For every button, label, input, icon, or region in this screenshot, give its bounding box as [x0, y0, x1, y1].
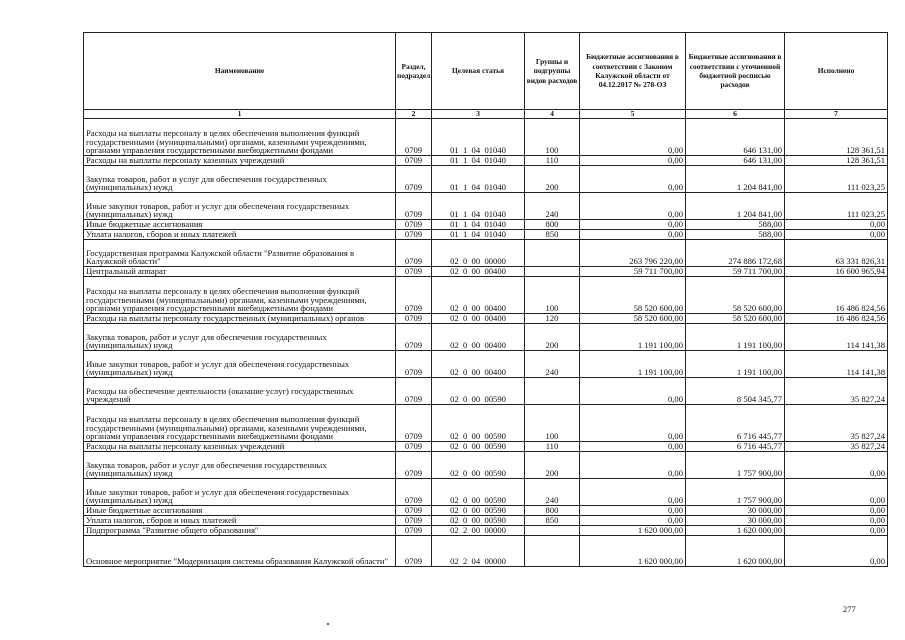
row-name-cell: Расходы на выплаты персоналу в целях обеспечения выполнения функций государственными (муниципальными) органами, казенными учреждениями, органами управления государственными внебюджетными фондами — [84, 405, 396, 442]
row-refined-cell: 1 757 900,00 — [686, 452, 785, 479]
row-target-cell: 01 1 04 01040 — [432, 166, 525, 193]
row-section-cell: 0709 — [396, 240, 432, 267]
row-name-cell: Иные бюджетные ассигнования — [84, 506, 396, 516]
row-section-cell: 0709 — [396, 267, 432, 277]
row-refined-cell: 8 504 345,77 — [686, 378, 785, 405]
row-law-cell: 0,00 — [580, 378, 686, 405]
row-law-cell: 0,00 — [580, 479, 686, 506]
row-law-cell: 0,00 — [580, 452, 686, 479]
row-group-cell — [525, 240, 580, 267]
row-target-cell: 02 0 00 00400 — [432, 277, 525, 314]
page-number: 277 — [843, 604, 856, 614]
row-section-cell: 0709 — [396, 536, 432, 567]
row-section-cell: 0709 — [396, 351, 432, 378]
row-refined-cell: 30 000,00 — [686, 506, 785, 516]
column-number: 6 — [686, 110, 785, 119]
header-section: Раздел, подраздел — [396, 33, 432, 110]
row-executed-cell: 16 600 965,94 — [785, 267, 888, 277]
header-group: Группы и подгруппы видов расходов — [525, 33, 580, 110]
row-target-cell: 02 2 00 00000 — [432, 526, 525, 536]
row-executed-cell: 128 361,51 — [785, 156, 888, 166]
row-name-cell: Иные бюджетные ассигнования — [84, 220, 396, 230]
column-number-row — [84, 110, 888, 119]
table-row — [84, 324, 888, 351]
row-refined-cell: 1 620 000,00 — [686, 526, 785, 536]
row-group-cell: 200 — [525, 324, 580, 351]
row-executed-cell: 0,00 — [785, 220, 888, 230]
row-executed-cell: 16 486 824,56 — [785, 314, 888, 324]
row-law-cell: 1 620 000,00 — [580, 536, 686, 567]
table-row — [84, 156, 888, 166]
row-target-cell: 01 1 04 01040 — [432, 220, 525, 230]
row-name-cell: Расходы на выплаты персоналу в целях обеспечения выполнения функций государственными (муниципальными) органами, казенными учреждениями, органами управления государственными внебюджетными фондами — [84, 277, 396, 314]
row-executed-cell: 0,00 — [785, 526, 888, 536]
row-target-cell: 02 0 00 00590 — [432, 516, 525, 526]
row-target-cell: 02 0 00 00590 — [432, 506, 525, 516]
table-row — [84, 479, 888, 506]
row-name-cell: Расходы на выплаты персоналу казенных учреждений — [84, 442, 396, 452]
row-refined-cell: 58 520 600,00 — [686, 314, 785, 324]
row-section-cell: 0709 — [396, 378, 432, 405]
table-row — [84, 119, 888, 156]
row-section-cell: 0709 — [396, 119, 432, 156]
row-refined-cell: 1 620 000,00 — [686, 536, 785, 567]
row-section-cell: 0709 — [396, 442, 432, 452]
column-number: 7 — [785, 110, 888, 119]
row-target-cell: 02 0 00 00400 — [432, 314, 525, 324]
row-group-cell: 200 — [525, 166, 580, 193]
row-target-cell: 02 0 00 00400 — [432, 267, 525, 277]
row-law-cell: 0,00 — [580, 405, 686, 442]
column-number: 1 — [84, 110, 396, 119]
row-law-cell: 0,00 — [580, 166, 686, 193]
row-law-cell: 59 711 700,00 — [580, 267, 686, 277]
row-group-cell: 850 — [525, 516, 580, 526]
column-number: 2 — [396, 110, 432, 119]
row-group-cell: 240 — [525, 193, 580, 220]
row-group-cell: 120 — [525, 314, 580, 324]
row-section-cell: 0709 — [396, 479, 432, 506]
row-executed-cell: 0,00 — [785, 452, 888, 479]
row-refined-cell: 1 757 900,00 — [686, 479, 785, 506]
row-name-cell: Государственная программа Калужской области "Развитие образования в Калужской области" — [84, 240, 396, 267]
row-target-cell: 02 0 00 00590 — [432, 405, 525, 442]
row-refined-cell: 588,00 — [686, 220, 785, 230]
row-section-cell: 0709 — [396, 166, 432, 193]
row-section-cell: 0709 — [396, 452, 432, 479]
row-executed-cell: 35 827,24 — [785, 442, 888, 452]
row-executed-cell: 0,00 — [785, 506, 888, 516]
row-section-cell: 0709 — [396, 405, 432, 442]
table-row — [84, 526, 888, 536]
row-target-cell: 01 1 04 01040 — [432, 230, 525, 240]
header-executed: Исполнено — [785, 33, 888, 110]
header-refined: Бюджетные ассигнования в соответствии с уточненной бюджетной росписью расходов — [686, 33, 785, 110]
row-name-cell: Расходы на выплаты персоналу в целях обеспечения выполнения функций государственными (муниципальными) органами, казенными учреждениями, органами управления государственными внебюджетными фондами — [84, 119, 396, 156]
row-law-cell: 0,00 — [580, 506, 686, 516]
row-group-cell — [525, 267, 580, 277]
row-law-cell: 0,00 — [580, 220, 686, 230]
table-row — [84, 351, 888, 378]
row-name-cell: Расходы на выплаты персоналу государственных (муниципальных) органов — [84, 314, 396, 324]
row-section-cell: 0709 — [396, 220, 432, 230]
row-group-cell — [525, 378, 580, 405]
row-law-cell: 1 191 100,00 — [580, 351, 686, 378]
table-row — [84, 193, 888, 220]
column-number: 5 — [580, 110, 686, 119]
row-name-cell: Расходы на обеспечение деятельности (оказание услуг) государственных учреждений — [84, 378, 396, 405]
row-target-cell: 02 0 00 00400 — [432, 351, 525, 378]
table-row — [84, 536, 888, 567]
row-refined-cell: 646 131,00 — [686, 156, 785, 166]
row-executed-cell: 114 141,38 — [785, 351, 888, 378]
row-name-cell: Закупка товаров, работ и услуг для обеспечения государственных (муниципальных) нужд — [84, 166, 396, 193]
table-row — [84, 267, 888, 277]
row-group-cell: 110 — [525, 156, 580, 166]
row-target-cell: 01 1 04 01040 — [432, 119, 525, 156]
row-target-cell: 02 2 04 00000 — [432, 536, 525, 567]
table-row — [84, 230, 888, 240]
row-group-cell — [525, 526, 580, 536]
table-row — [84, 314, 888, 324]
row-name-cell: Закупка товаров, работ и услуг для обеспечения государственных (муниципальных) нужд — [84, 452, 396, 479]
column-number: 3 — [432, 110, 525, 119]
row-target-cell: 02 0 00 00000 — [432, 240, 525, 267]
row-name-cell: Иные закупки товаров, работ и услуг для обеспечения государственных (муниципальных) нужд — [84, 193, 396, 220]
row-refined-cell: 58 520 600,00 — [686, 277, 785, 314]
row-target-cell: 02 0 00 00400 — [432, 324, 525, 351]
row-law-cell: 263 796 220,00 — [580, 240, 686, 267]
row-group-cell: 100 — [525, 405, 580, 442]
row-executed-cell: 114 141,38 — [785, 324, 888, 351]
row-name-cell: Подпрограмма "Развитие общего образования" — [84, 526, 396, 536]
row-group-cell: 850 — [525, 230, 580, 240]
row-refined-cell: 1 204 841,00 — [686, 193, 785, 220]
row-section-cell: 0709 — [396, 526, 432, 536]
row-executed-cell: 0,00 — [785, 536, 888, 567]
row-refined-cell: 274 886 172,68 — [686, 240, 785, 267]
row-name-cell: Центральный аппарат — [84, 267, 396, 277]
row-executed-cell: 35 827,24 — [785, 405, 888, 442]
row-refined-cell: 59 711 700,00 — [686, 267, 785, 277]
header-target: Целевая статья — [432, 33, 525, 110]
row-name-cell: Расходы на выплаты персоналу казенных учреждений — [84, 156, 396, 166]
table-row — [84, 442, 888, 452]
table-row — [84, 220, 888, 230]
row-section-cell: 0709 — [396, 156, 432, 166]
row-group-cell: 200 — [525, 452, 580, 479]
row-law-cell: 1 191 100,00 — [580, 324, 686, 351]
row-name-cell: Иные закупки товаров, работ и услуг для обеспечения государственных (муниципальных) нужд — [84, 479, 396, 506]
row-refined-cell: 6 716 445,77 — [686, 442, 785, 452]
table-row — [84, 516, 888, 526]
row-law-cell: 0,00 — [580, 442, 686, 452]
row-section-cell: 0709 — [396, 314, 432, 324]
row-name-cell: Уплата налогов, сборов и иных платежей — [84, 516, 396, 526]
header-law: Бюджетные ассигнования в соответствии с Законом Калужской области от 04.12.2017 № 278-ОЗ — [580, 33, 686, 110]
budget-table — [83, 32, 888, 567]
row-group-cell: 100 — [525, 277, 580, 314]
row-group-cell: 800 — [525, 220, 580, 230]
row-executed-cell: 16 486 824,56 — [785, 277, 888, 314]
scan-artifact — [327, 623, 329, 625]
row-group-cell — [525, 536, 580, 567]
row-law-cell: 0,00 — [580, 119, 686, 156]
row-refined-cell: 646 131,00 — [686, 119, 785, 156]
row-law-cell: 0,00 — [580, 193, 686, 220]
row-executed-cell: 0,00 — [785, 230, 888, 240]
header-name: Наименование — [84, 33, 396, 110]
row-executed-cell: 111 023,25 — [785, 193, 888, 220]
row-group-cell: 240 — [525, 479, 580, 506]
row-name-cell: Уплата налогов, сборов и иных платежей — [84, 230, 396, 240]
row-section-cell: 0709 — [396, 516, 432, 526]
row-name-cell: Основное мероприятие "Модернизация системы образования Калужской области" — [84, 536, 396, 567]
row-name-cell: Иные закупки товаров, работ и услуг для обеспечения государственных (муниципальных) нужд — [84, 351, 396, 378]
row-target-cell: 01 1 04 01040 — [432, 156, 525, 166]
row-group-cell: 100 — [525, 119, 580, 156]
row-target-cell: 02 0 00 00590 — [432, 452, 525, 479]
row-executed-cell: 128 361,51 — [785, 119, 888, 156]
row-target-cell: 02 0 00 00590 — [432, 479, 525, 506]
row-name-cell: Закупка товаров, работ и услуг для обеспечения государственных (муниципальных) нужд — [84, 324, 396, 351]
row-executed-cell: 35 827,24 — [785, 378, 888, 405]
table-row — [84, 378, 888, 405]
table-row — [84, 277, 888, 314]
row-section-cell: 0709 — [396, 324, 432, 351]
row-law-cell: 58 520 600,00 — [580, 277, 686, 314]
row-refined-cell: 6 716 445,77 — [686, 405, 785, 442]
table-row — [84, 405, 888, 442]
table-row — [84, 240, 888, 267]
row-section-cell: 0709 — [396, 193, 432, 220]
row-target-cell: 02 0 00 00590 — [432, 442, 525, 452]
row-law-cell: 0,00 — [580, 156, 686, 166]
row-group-cell: 240 — [525, 351, 580, 378]
row-executed-cell: 0,00 — [785, 479, 888, 506]
row-refined-cell: 588,00 — [686, 230, 785, 240]
row-refined-cell: 30 000,00 — [686, 516, 785, 526]
table-row — [84, 506, 888, 516]
row-executed-cell: 63 331 826,31 — [785, 240, 888, 267]
row-executed-cell: 0,00 — [785, 516, 888, 526]
row-refined-cell: 1 191 100,00 — [686, 324, 785, 351]
row-law-cell: 58 520 600,00 — [580, 314, 686, 324]
row-target-cell: 01 1 04 01040 — [432, 193, 525, 220]
row-refined-cell: 1 191 100,00 — [686, 351, 785, 378]
table-row — [84, 452, 888, 479]
column-number: 4 — [525, 110, 580, 119]
table-body — [84, 119, 888, 567]
row-law-cell: 0,00 — [580, 516, 686, 526]
row-target-cell: 02 0 00 00590 — [432, 378, 525, 405]
row-refined-cell: 1 204 841,00 — [686, 166, 785, 193]
row-section-cell: 0709 — [396, 230, 432, 240]
row-law-cell: 0,00 — [580, 230, 686, 240]
row-section-cell: 0709 — [396, 506, 432, 516]
header-row — [84, 33, 888, 110]
row-section-cell: 0709 — [396, 277, 432, 314]
row-group-cell: 110 — [525, 442, 580, 452]
row-law-cell: 1 620 000,00 — [580, 526, 686, 536]
row-executed-cell: 111 023,25 — [785, 166, 888, 193]
row-group-cell: 800 — [525, 506, 580, 516]
table-row — [84, 166, 888, 193]
